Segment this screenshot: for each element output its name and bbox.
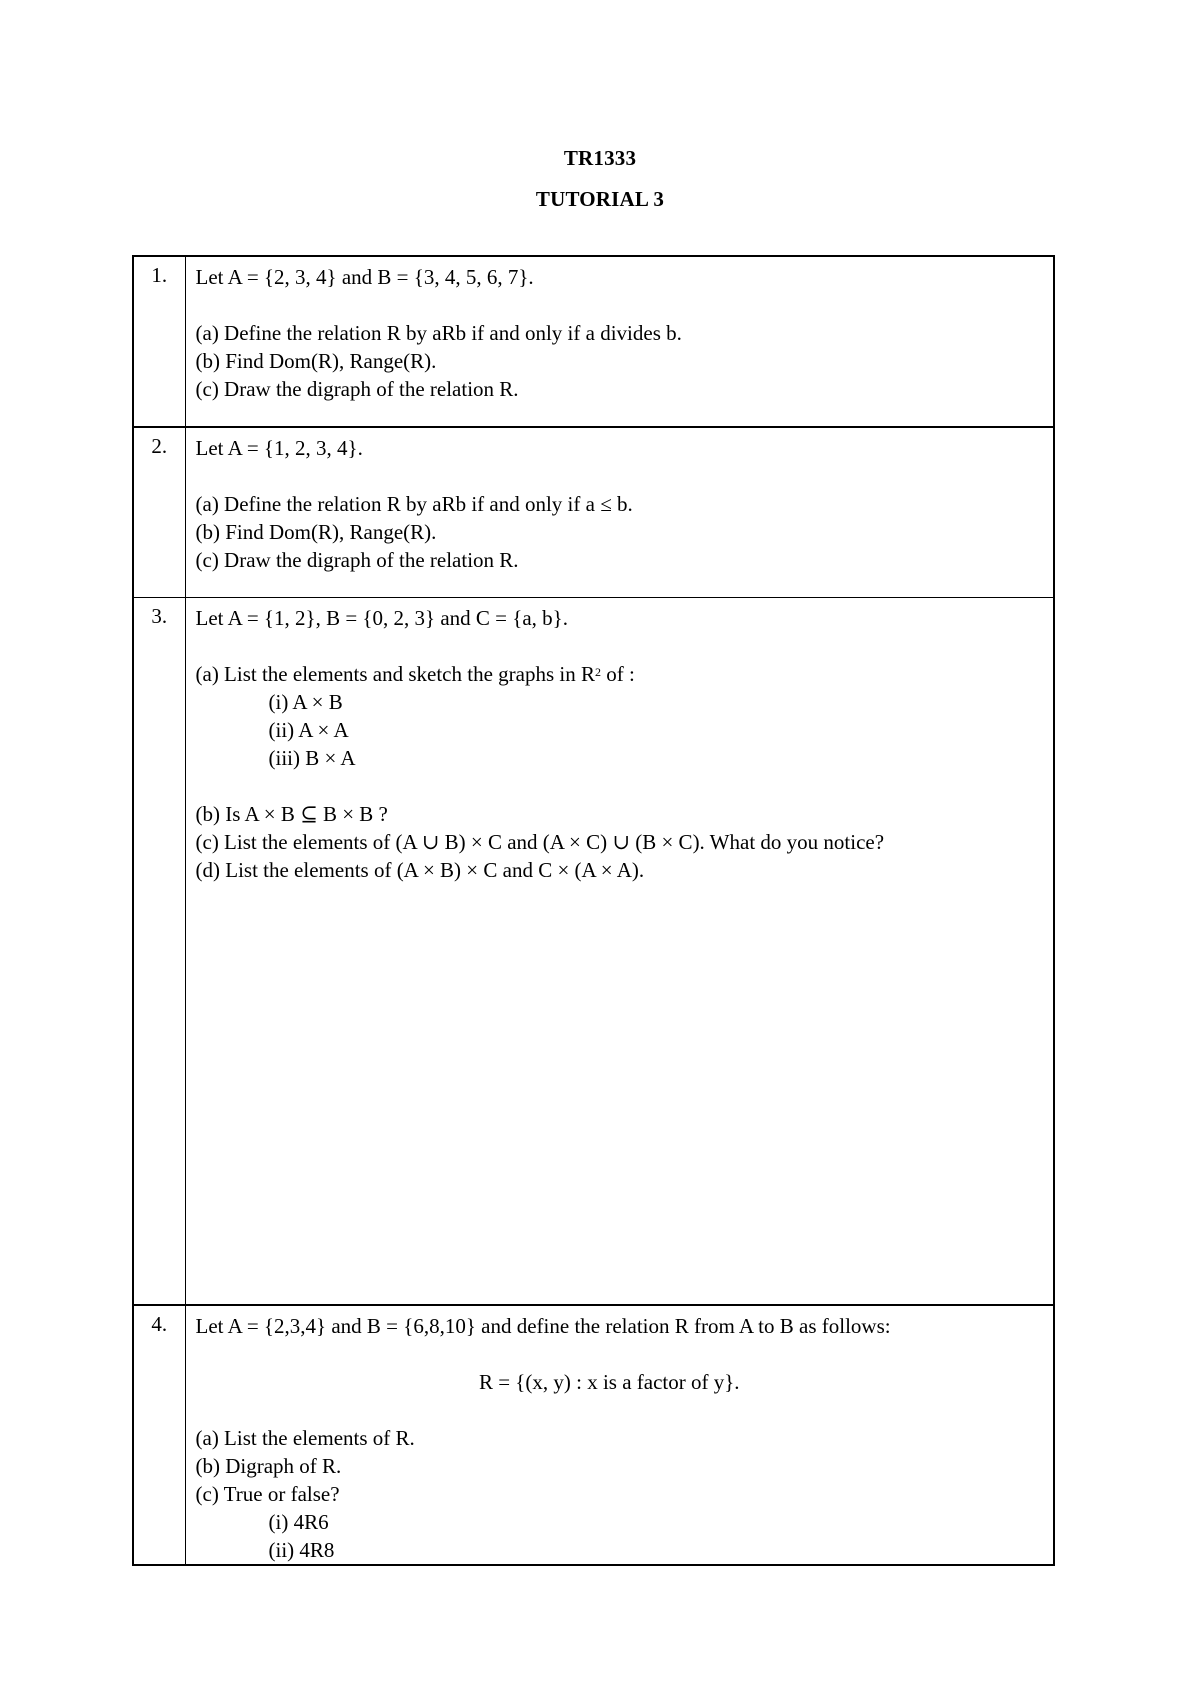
- question-part: (d) List the elements of (A × B) × C and C × (A × A).: [195, 857, 645, 882]
- question-body: [185, 256, 1054, 427]
- question-intro: Let A = {2, 3, 4} and B = {3, 4, 5, 6, 7}.: [195, 265, 534, 289]
- question-subpart: (ii) A × A: [268, 717, 349, 742]
- document-title: TUTORIAL 3: [535, 187, 665, 211]
- question-subpart: (i) A × B: [268, 689, 343, 714]
- question-body: [185, 427, 1054, 597]
- superscript: 2: [594, 664, 601, 679]
- question-body: [185, 597, 1054, 1305]
- question-row-3: [133, 597, 1054, 1305]
- question-part: (c) Draw the digraph of the relation R.: [195, 548, 519, 572]
- part-a-suffix: of :: [600, 661, 635, 686]
- questions-table: [132, 255, 1055, 1566]
- question-subpart: (ii) 4R8: [268, 1538, 335, 1562]
- question-row-1: [133, 256, 1054, 427]
- question-intro: Let A = {1, 2}, B = {0, 2, 3} and C = {a, b}.: [195, 605, 568, 630]
- question-body: [185, 1305, 1054, 1565]
- question-part: (c) List the elements of (A ∪ B) × C and (A × C) ∪ (B × C). What do you notice?: [195, 829, 885, 854]
- question-part: (c) Draw the digraph of the relation R.: [195, 377, 519, 401]
- relation-definition: R = {(x, y) : x is a factor of y}.: [478, 1370, 740, 1394]
- question-number: 4.: [133, 1305, 185, 1565]
- question-subpart: (iii) B × A: [268, 745, 356, 770]
- question-part: (a) List the elements of R.: [195, 1426, 415, 1450]
- question-part: (b) Digraph of R.: [195, 1454, 342, 1478]
- question-subpart: (i) 4R6: [268, 1510, 329, 1534]
- question-number: 2.: [133, 427, 185, 597]
- question-number: 3.: [133, 597, 185, 1305]
- question-part: (b) Find Dom(R), Range(R).: [195, 520, 437, 544]
- question-part: (c) True or false?: [195, 1482, 340, 1506]
- question-part: [196, 660, 1044, 688]
- question-intro: Let A = {1, 2, 3, 4}.: [195, 436, 363, 460]
- document-code: TR1333: [563, 146, 637, 170]
- question-intro: Let A = {2,3,4} and B = {6,8,10} and define the relation R from A to B as follows:: [195, 1314, 891, 1338]
- question-number: 1.: [133, 256, 185, 427]
- question-part: (b) Is A × B ⊆ B × B ?: [195, 801, 388, 826]
- question-part: (b) Find Dom(R), Range(R).: [195, 349, 437, 373]
- question-part: (a) Define the relation R by aRb if and only if a ≤ b.: [195, 492, 633, 516]
- question-row-4: [133, 1305, 1054, 1565]
- question-part: (a) Define the relation R by aRb if and only if a divides b.: [195, 321, 682, 345]
- part-a-text: (a) List the elements and sketch the graphs in R: [195, 661, 595, 686]
- question-row-2: [133, 427, 1054, 597]
